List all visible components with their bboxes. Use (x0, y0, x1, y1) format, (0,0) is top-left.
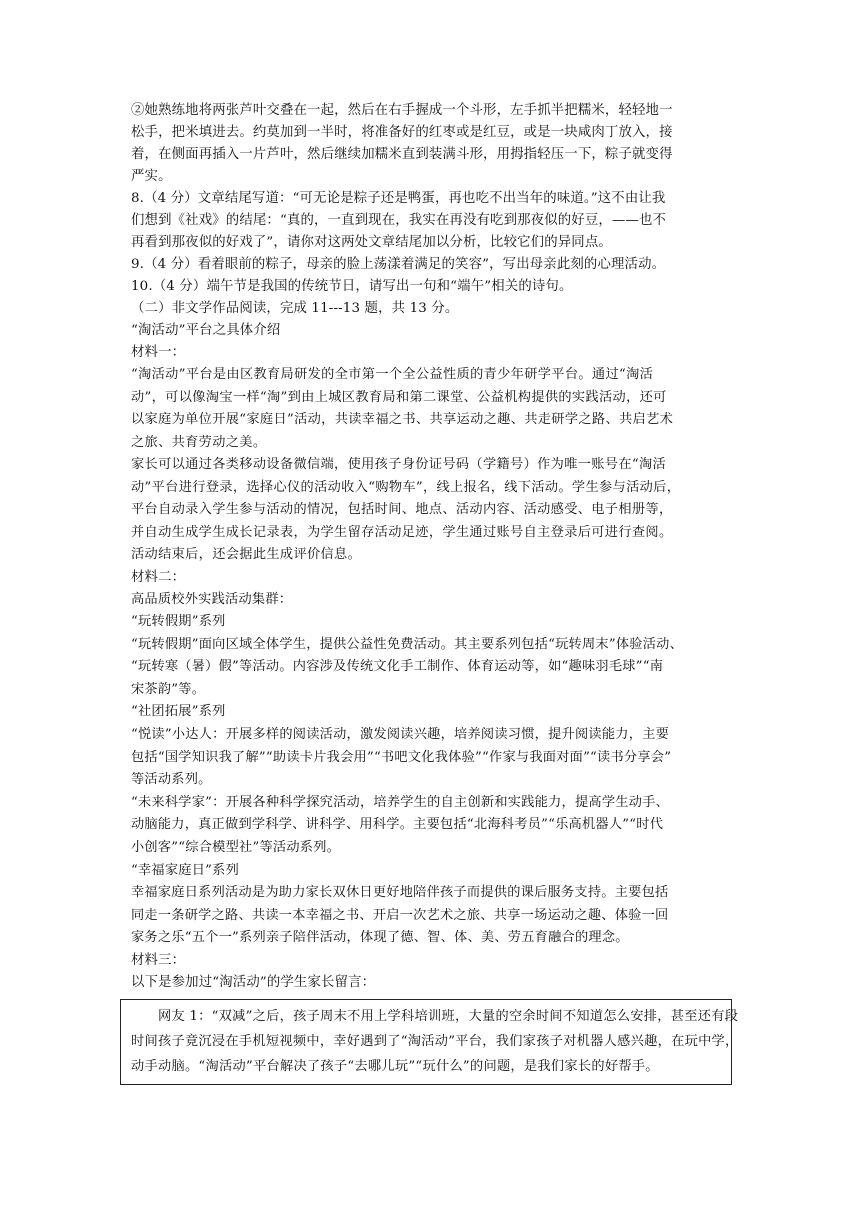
text-line: 动手动脑。“淘活动”平台解决了孩子“去哪儿玩”“玩什么”的问题，是我们家长的好帮手。 (131, 1059, 659, 1074)
text-line: ②她熟练地将两张芦叶交叠在一起，然后在右手握成一个斗形，左手抓半把糯米，轻轻地一 (131, 103, 673, 118)
section-2-heading: （二）非文学作品阅读，完成 11---13 题，共 13 分。 (131, 301, 459, 316)
text-line: 平台自动录入学生参与活动的情况，包括时间、地点、活动内容、活动感受、电子相册等， (131, 502, 673, 517)
question-7-excerpt (131, 100, 736, 188)
text-line: “玩转寒（暑）假”等活动。内容涉及传统文化手工制作、体育运动等，如“趣味羽毛球”“南 (131, 659, 664, 675)
text-line: 松手，把米填进去。约莫加到一半时，将准备好的红枣或是红豆，或是一块咸肉丁放入，接 (131, 125, 673, 140)
document-page (131, 100, 739, 1085)
text-line: 包括“国学知识我了解”“助读卡片我会用”“书吧文化我体验”“作家与我面对面”“读书分享会” (131, 749, 672, 765)
article-title: “淘活动”平台之具体介绍 (131, 323, 281, 338)
text-line: 同走一条研学之路、共读一本幸福之书、开启一次艺术之旅、共享一场运动之趣、体验一回 (131, 907, 669, 923)
text-line: “幸福家庭日”系列 (131, 862, 240, 878)
text-line: “未来科学家”：开展各种科学探究活动，培养学生的自主创新和实践能力，提高学生动手、 (131, 794, 670, 810)
text-line: 之旅、共育劳动之美。 (131, 434, 267, 450)
text-line: 高品质校外实践活动集群： (131, 591, 293, 607)
text-line: 活动结束后，还会据此生成评价信息。 (131, 547, 362, 562)
text-line: 幸福家庭日系列活动是为助力家长双休日更好地陪伴孩子而提供的课后服务支持。主要包括 (131, 885, 669, 901)
question-10: 10.（4 分）端午节是我国的传统节日，请写出一句和“端午”相关的诗句。 (131, 279, 573, 294)
text-line: 动”平台进行登录，选择心仪的活动收入“购物车”，线上报名，线下活动。学生参与活动后， (131, 479, 681, 495)
material-2-label: 材料二： (131, 569, 186, 585)
question-9: 9.（4 分）看着眼前的粽子，母亲的脸上荡漾着满足的笑容”，写出母亲此刻的心理活动。 (131, 257, 666, 272)
text-line: 动”，可以像淘宝一样“淘”到由上城区教育局和第二课堂、公益机构提供的实践活动，还可 (131, 389, 667, 405)
text-line: “玩转假期”系列 (131, 614, 226, 630)
text-line: 家务之乐“五个一”系列亲子陪伴活动，体现了德、智、体、美、劳五育融合的理念。 (131, 930, 629, 946)
text-line: “淘活动”平台是由区教育局研发的全市第一个全公益性质的青少年研学平台。通过“淘活 (131, 367, 654, 382)
text-line: 以家庭为单位开展“家庭日”活动，共读幸福之书、共享运动之趣、共走研学之路、共启艺术 (131, 412, 674, 427)
text-line: 等活动系列。 (131, 772, 212, 788)
text-line: 家长可以通过各类移动设备微信端，使用孩子身份证号码（学籍号）作为唯一账号在“淘活 (131, 457, 667, 472)
text-line: 时间孩子竟沉浸在手机短视频中，幸好遇到了“淘活动”平台，我们家孩子对机器人感兴趣，在玩中学， (131, 1034, 739, 1049)
text-line: “社团拓展”系列 (131, 704, 226, 720)
material-1-label: 材料一： (131, 345, 186, 360)
parent-comment-box (120, 999, 739, 1085)
text-line: 们想到《社戏》的结尾：“真的，一直到现在，我实在再没有吃到那夜似的好豆，——也不 (131, 213, 667, 228)
text-line: 严实。 (131, 169, 172, 184)
material-2-body (131, 589, 736, 951)
text-line: 小创客”“综合模型社”等活动系列。 (131, 840, 341, 856)
text-line: 网友 1：“双减”之后，孩子周末不用上学科培训班，大量的空余时间不知道怎么安排，甚至还有段 (131, 1009, 739, 1024)
text-line: 着，在侧面再插入一片芦叶，然后继续加糯米直到装满斗形，用拇指轻压一下，粽子就变得 (131, 147, 673, 162)
text-line: 动脑能力，真正做到学科学、讲科学、用科学。主要包括“北海科考员”“乐高机器人”“时代 (131, 817, 664, 833)
material-1-body (131, 364, 736, 567)
material-3-intro: 以下是参加过“淘活动”的学生家长留言： (131, 975, 376, 990)
text-line: 再看到那夜似的好戏了”，请你对这两处文章结尾加以分析，比较它们的异同点。 (131, 235, 612, 250)
text-line: 并自动生成学生成长记录表，为学生留存活动足迹，学生通过账号自主登录后可进行查阅。 (131, 524, 673, 540)
material-3-label: 材料三： (131, 953, 186, 968)
text-line: “悦读”小达人：开展多样的阅读活动，激发阅读兴趣，培养阅读习惯，提升阅读能力，主要 (131, 727, 670, 743)
question-8 (131, 188, 736, 254)
text-line: “玩转假期”面向区域全体学生，提供公益性免费活动。其主要系列包括“玩转周末”体验活动、 (131, 636, 684, 652)
text-line: 8.（4 分）文章结尾写道：“可无论是粽子还是鸭蛋，再也吃不出当年的味道。”这不由让我 (131, 191, 666, 206)
text-line: 宋茶韵”等。 (131, 681, 206, 697)
